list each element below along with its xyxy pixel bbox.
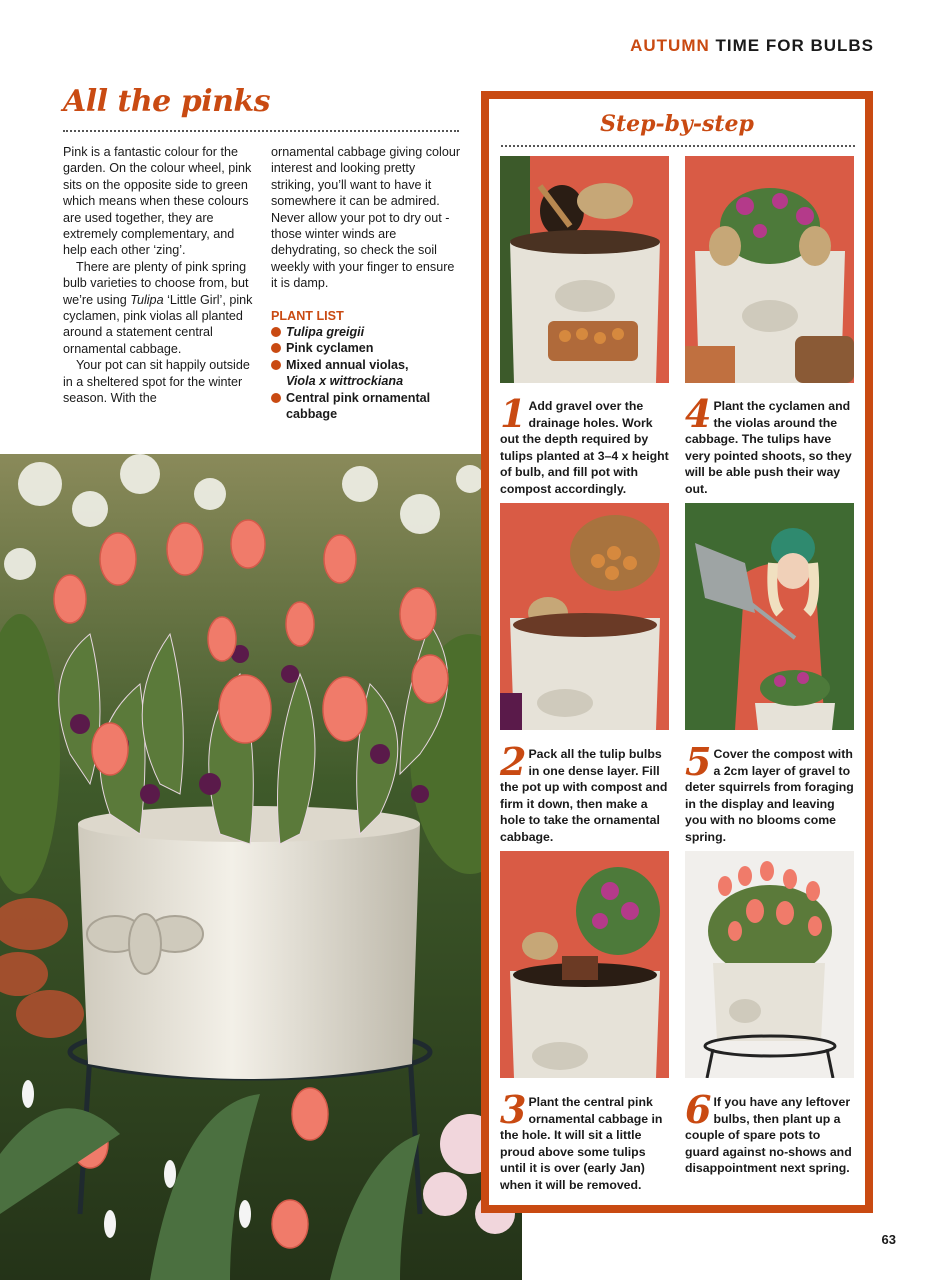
paragraph-care: ornamental cabbage giving colour interest and looking pretty striking, you’ll want to have it somewhere it can be admired. Never allow your pot to dry out - those winter winds are dehydrating, so check the soil weekly with your finger to ensure it is damp.	[271, 145, 461, 291]
paragraph-intro: Pink is a fantastic colour for the garden. On the colour wheel, pink sits on the opposite side to green which means when these colours are used together, they are extremely complementary, and help each other ‘zing’.	[63, 145, 252, 258]
step-3-text: Plant the central pink ornamental cabbage in the hole. It will sit a little proud above some tulips until it is over (early Jan) when it will be removed.	[500, 1095, 663, 1192]
step-5-caption	[685, 739, 857, 846]
bullet-icon	[271, 393, 281, 403]
step-2-number: 2	[500, 739, 527, 784]
plant-list-title: PLANT LIST	[271, 308, 344, 323]
list-item: Tulipa greigii	[271, 324, 461, 340]
bullet-icon	[271, 343, 281, 353]
section-header-accent: AUTUMN	[630, 36, 710, 55]
step-5-photo	[685, 503, 854, 730]
step-6-caption	[685, 1087, 857, 1177]
article-column-1	[63, 144, 253, 407]
article-title: All the pinks	[63, 84, 271, 119]
page-number: 63	[881, 1232, 896, 1247]
step-6-text: If you have any leftover bulbs, then plant up a couple of spare pots to guard against no-shows and disappointment next spring.	[685, 1095, 852, 1176]
step-5-text: Cover the compost with a 2cm layer of gravel to deter squirrels from foraging in the display and leaving you with no blooms come spring.	[685, 747, 854, 844]
article-column-2	[271, 144, 461, 423]
bullet-icon	[271, 360, 281, 370]
step-4-text: Plant the cyclamen and the violas around the cabbage. The tulips have very pointed shoots, so they will be able push their way out.	[685, 399, 852, 496]
hero-photo-tulip-pot	[0, 454, 522, 1280]
bullet-icon	[271, 327, 281, 337]
section-header	[630, 36, 874, 56]
paragraph-placement: Your pot can sit happily outside in a sheltered spot for the winter season. With the	[63, 358, 250, 406]
step-4-number: 4	[685, 391, 712, 436]
step-5-number: 5	[685, 739, 712, 784]
step-1-caption	[500, 391, 672, 498]
step-2-caption	[500, 739, 672, 846]
paragraph-varieties: There are plenty of pink spring bulb varieties to choose from, but we’re using Tulipa ‘Little Girl’, pink cyclamen, pink violas all planted around a statement central ornamental cabbage.	[63, 259, 253, 356]
step-6-number: 6	[685, 1087, 712, 1132]
step-3-photo	[500, 851, 669, 1078]
step-3-caption	[500, 1087, 672, 1194]
list-item: Pink cyclamen	[271, 340, 461, 356]
steps-divider	[501, 145, 855, 147]
step-4-caption	[685, 391, 857, 498]
plant-list	[271, 324, 461, 422]
step-6-photo	[685, 851, 854, 1078]
section-header-rest: TIME FOR BULBS	[715, 36, 874, 55]
list-item: Mixed annual violas, Viola x wittrockiana	[271, 357, 461, 390]
step-3-number: 3	[500, 1087, 527, 1132]
title-divider	[63, 130, 459, 132]
step-4-photo	[685, 156, 854, 383]
step-2-photo	[500, 503, 669, 730]
step-1-text: Add gravel over the drainage holes. Work out the depth required by tulips planted at 3–4 x height of bulb, and fill pot with compost accordingly.	[500, 399, 669, 496]
step-2-text: Pack all the tulip bulbs in one dense layer. Fill the pot up with compost and firm it down, then make a hole to take the ornamental cabbage.	[500, 747, 668, 844]
list-item: Central pink ornamental cabbage	[271, 390, 461, 423]
step-by-step-panel	[481, 91, 873, 1213]
step-by-step-title: Step-by-step	[600, 111, 754, 137]
step-1-number: 1	[500, 391, 527, 436]
step-1-photo	[500, 156, 669, 383]
